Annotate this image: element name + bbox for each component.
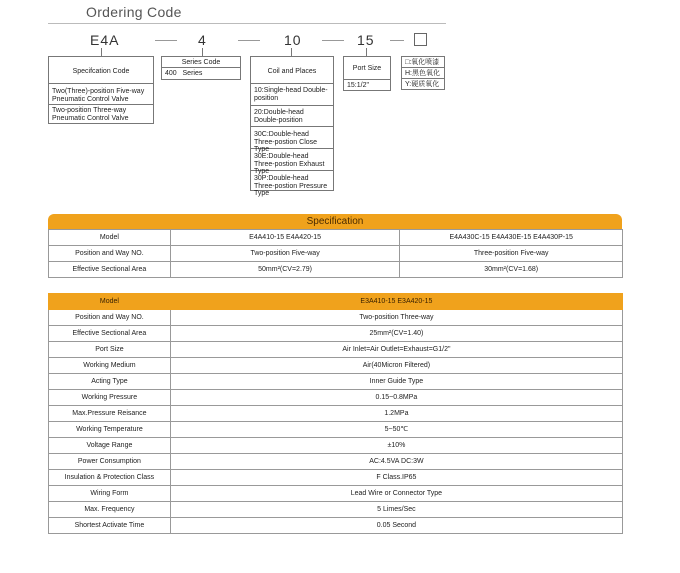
coil-places-item: 30C:Double-head Three-postion Close Type	[251, 127, 333, 149]
port-size-box	[343, 56, 391, 91]
row-label: Position and Way NO.	[49, 310, 171, 326]
connector-line	[291, 48, 292, 56]
connector-line	[366, 48, 367, 56]
port-size-header: Port Size	[344, 57, 390, 80]
coil-places-item: 30E:Double-head Three-postion Exhaust Type	[251, 149, 333, 171]
series-code-value: 400 Series	[165, 70, 203, 77]
row-label: Effective Sectional Area	[49, 262, 171, 278]
table-row	[49, 390, 623, 406]
row-label: Working Temperature	[49, 422, 171, 438]
row-label: Wiring Form	[49, 486, 171, 502]
code-dash	[155, 40, 177, 41]
row-value: E4A410-15 E4A420-15	[170, 230, 400, 246]
finish-item: H:黑色氧化	[402, 68, 444, 79]
table-row	[49, 486, 623, 502]
row-value: ±10%	[170, 438, 622, 454]
series-code-header: Series Code	[162, 57, 240, 68]
ordering-code-title: Ordering Code	[86, 4, 182, 20]
row-label: Position and Way NO.	[49, 246, 171, 262]
coil-places-box	[250, 56, 334, 197]
row-value: Three-position Five-way	[400, 246, 623, 262]
table-row	[49, 422, 623, 438]
coil-places-item: 30P:Double-head Three-postion Pressure Type	[254, 175, 328, 197]
row-value: 0.05 Second	[170, 518, 622, 534]
specification-code-item: Two-position Three-way Pneumatic Control Valve	[52, 107, 129, 122]
finish-item: Y:硬质氧化	[405, 81, 440, 88]
row-value: Lead Wire or Connector Type	[170, 486, 622, 502]
row-value: E4A430C-15 E4A430E-15 E4A430P-15	[400, 230, 623, 246]
row-label: Shortest Activate Time	[49, 518, 171, 534]
row-value: 50mm²(CV=2.79)	[170, 262, 400, 278]
row-value: Inner Guide Type	[170, 374, 622, 390]
row-value: 30mm²(CV=1.68)	[400, 262, 623, 278]
row-label: Power Consumption	[49, 454, 171, 470]
table-row	[49, 502, 623, 518]
coil-places-item: 20:Double-head Double-position	[251, 106, 333, 127]
table-row	[49, 326, 623, 342]
code-part-series: E4A	[90, 32, 120, 48]
table-row	[49, 358, 623, 374]
coil-places-header: Coil and Places	[251, 57, 333, 84]
title-divider	[48, 23, 446, 24]
table-row	[49, 262, 623, 278]
table-row	[49, 246, 623, 262]
row-label: Max.Pressure Reisance	[49, 406, 171, 422]
connector-line	[202, 48, 203, 56]
table-row	[49, 470, 623, 486]
table-row	[49, 342, 623, 358]
row-value: Two-position Three-way	[170, 310, 622, 326]
code-part-port: 15	[357, 32, 375, 48]
header-label: Model	[49, 294, 171, 310]
table-row	[49, 310, 623, 326]
code-dash	[322, 40, 344, 41]
coil-places-item: 10:Single-head Double-position	[251, 84, 333, 106]
row-label: Model	[49, 230, 171, 246]
row-value: F Class.IP65	[170, 470, 622, 486]
table-row	[49, 438, 623, 454]
table-row	[49, 454, 623, 470]
specification-table	[48, 229, 623, 278]
row-value: Air(40Micron Filtered)	[170, 358, 622, 374]
row-value: Two-position Five-way	[170, 246, 400, 262]
row-value: 1.2MPa	[170, 406, 622, 422]
row-value: Air Inlet=Air Outlet=Exhaust=G1/2"	[170, 342, 622, 358]
code-part-model: 4	[198, 32, 207, 48]
specification-code-header: Specifcation Code	[49, 57, 153, 84]
row-label: Insulation & Protection Class	[49, 470, 171, 486]
code-dash	[238, 40, 260, 41]
row-label: Acting Type	[49, 374, 171, 390]
row-label: Voltage Range	[49, 438, 171, 454]
finish-box	[401, 56, 445, 90]
code-part-coil: 10	[284, 32, 302, 48]
row-value: AC:4.5VA DC:3W	[170, 454, 622, 470]
finish-item: □:氧化喷漆	[402, 57, 444, 68]
e3a-specification-table	[48, 293, 623, 534]
table-row	[49, 374, 623, 390]
row-value: 5 Limes/Sec	[170, 502, 622, 518]
series-code-box	[161, 56, 241, 80]
table-row	[49, 406, 623, 422]
row-label: Effective Sectional Area	[49, 326, 171, 342]
row-label: Working Medium	[49, 358, 171, 374]
specification-header: Specification	[48, 214, 622, 229]
specification-code-box	[48, 56, 154, 124]
table-row	[49, 230, 623, 246]
specification-code-item: Two(Three)-position Five-way Pneumatic Control Valve	[49, 84, 153, 105]
port-size-value: 15:1/2"	[347, 82, 369, 89]
row-label: Working Pressure	[49, 390, 171, 406]
row-value: 5~50℃	[170, 422, 622, 438]
code-dash	[390, 40, 404, 41]
row-value: 25mm²(CV=1.40)	[170, 326, 622, 342]
table-header-row	[49, 294, 623, 310]
row-label: Max. Frequency	[49, 502, 171, 518]
header-value: E3A410-15 E3A420-15	[170, 294, 622, 310]
finish-code-box	[414, 33, 427, 46]
row-value: 0.15~0.8MPa	[170, 390, 622, 406]
table-row	[49, 518, 623, 534]
row-label: Port Size	[49, 342, 171, 358]
